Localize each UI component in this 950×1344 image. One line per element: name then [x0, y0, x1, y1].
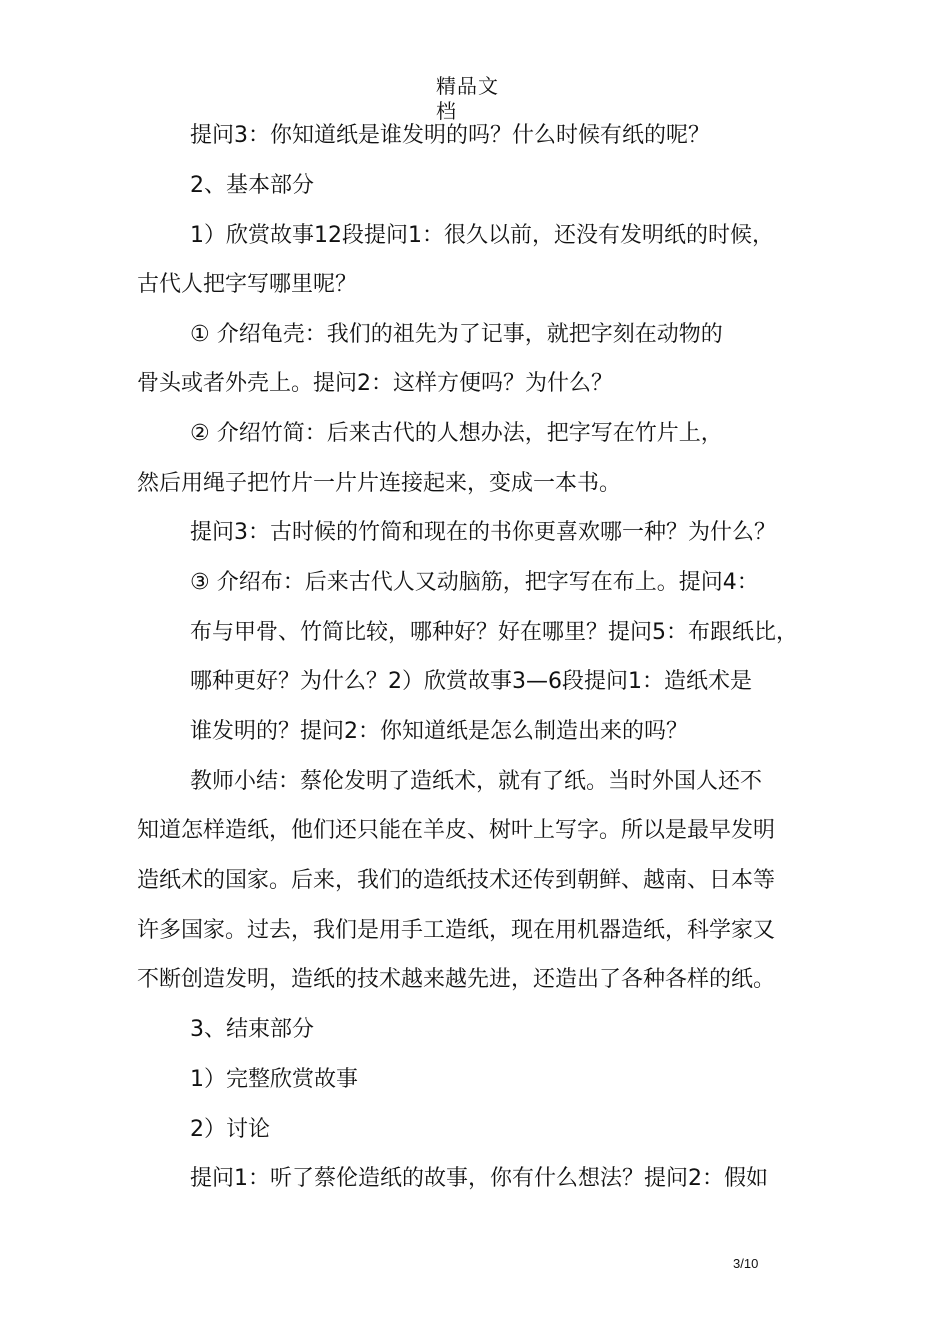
- page-number: 3/10: [733, 1256, 759, 1271]
- text-line: 知道怎样造纸，他们还只能在羊皮、树叶上写字。所以是最早发明: [137, 818, 776, 843]
- text-line: 教师小结：蔡伦发明了造纸术，就有了纸。当时外国人还不: [190, 769, 763, 794]
- text-line: 2）讨论: [190, 1117, 270, 1142]
- text-line: 提问1：听了蔡伦造纸的故事，你有什么想法？提问2：假如: [190, 1166, 768, 1191]
- text-line: 1）欣赏故事12段提问1：很久以前，还没有发明纸的时候，: [190, 223, 774, 248]
- text-line: 布与甲骨、竹简比较，哪种好？好在哪里？提问5：布跟纸比，: [190, 620, 798, 645]
- section-heading: 2、基本部分: [190, 173, 314, 198]
- text-line: 造纸术的国家。后来，我们的造纸技术还传到朝鲜、越南、日本等: [137, 868, 776, 893]
- page-header: 精品文档: [436, 74, 499, 123]
- text-line: 哪种更好？为什么？2）欣赏故事3—6段提问1：造纸术是: [190, 669, 752, 694]
- text-line: 骨头或者外壳上。提问2：这样方便吗？为什么？: [137, 371, 613, 396]
- text-line: 不断创造发明，造纸的技术越来越先进，还造出了各种各样的纸。: [137, 967, 776, 992]
- section-heading: 3、结束部分: [190, 1017, 314, 1042]
- text-line: 提问3：古时候的竹简和现在的书你更喜欢哪一种？为什么？: [190, 520, 776, 545]
- text-line: 然后用绳子把竹片一片片连接起来，变成一本书。: [137, 471, 622, 496]
- text-line: ③ 介绍布：后来古代人又动脑筋，把字写在布上。提问4：: [190, 570, 759, 595]
- text-line: ② 介绍竹简：后来古代的人想办法，把字写在竹片上，: [190, 421, 723, 446]
- text-line: 古代人把字写哪里呢？: [137, 272, 358, 297]
- text-line: 许多国家。过去，我们是用手工造纸，现在用机器造纸，科学家又: [137, 918, 776, 943]
- text-line: ① 介绍龟壳：我们的祖先为了记事，就把字刻在动物的: [190, 322, 723, 347]
- text-line: 提问3：你知道纸是谁发明的吗？什么时候有纸的呢？: [190, 123, 710, 148]
- text-line: 谁发明的？提问2：你知道纸是怎么制造出来的吗？: [190, 719, 688, 744]
- text-line: 1）完整欣赏故事: [190, 1067, 358, 1092]
